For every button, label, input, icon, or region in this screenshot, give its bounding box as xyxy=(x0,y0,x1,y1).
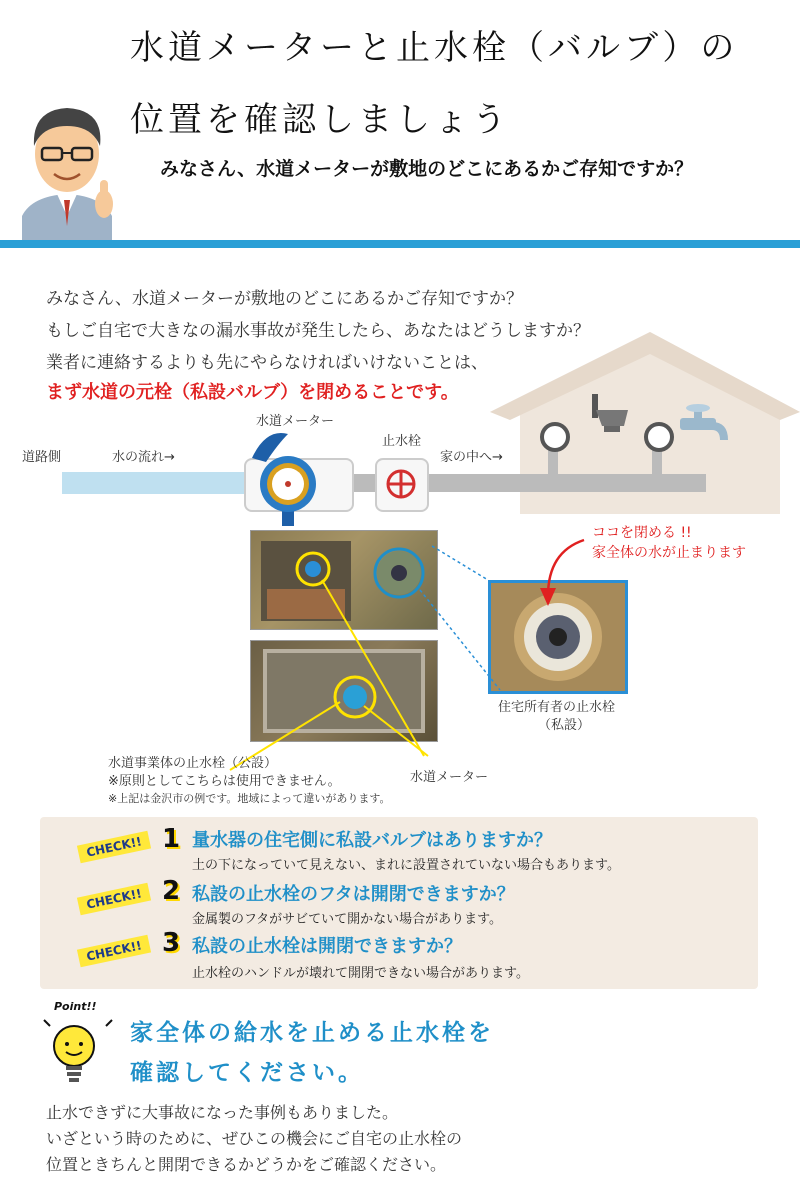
stops-all-label: 家全体の水が止まります xyxy=(592,545,746,561)
closing-line1: 止水できずに大事故になった事例もありました。 xyxy=(46,1103,399,1122)
check-number-1: 1 xyxy=(162,824,181,854)
check-answer-1: 土の下になっていて見えない、まれに設置されていない場合もあります。 xyxy=(192,858,620,873)
intro-line2: もしご自宅で大きなの漏水事故が発生したら、あなたはどうしますか？ xyxy=(46,321,590,341)
utility-stopcock-label: 水道事業体の止水栓（公設） xyxy=(108,756,278,771)
owner-stopcock-label: 住宅所有者の止水栓 xyxy=(498,700,616,715)
check-answer-3: 止水栓のハンドルが壊れて開閉できない場合があります。 xyxy=(192,966,529,981)
page-title-line2: 位置を確認しましょう xyxy=(130,100,510,140)
check-badge-1: CHECK!! xyxy=(77,831,151,864)
check-answer-2: 金属製のフタがサビていて開かない場合があります。 xyxy=(192,912,503,927)
check-badge-2: CHECK!! xyxy=(77,883,151,916)
check-question-3: 私設の止水栓は開閉できますか？ xyxy=(192,936,462,957)
check-number-2: 2 xyxy=(162,876,181,906)
page-subtitle: みなさん、水道メーターが敷地のどこにあるかご存知ですか？ xyxy=(160,158,694,180)
closing-line2: いざという時のために、ぜひこの機会にご自宅の止水栓の xyxy=(46,1129,463,1148)
point-line2: 確認してください。 xyxy=(130,1060,364,1086)
into-house-label: 家の中へ→ xyxy=(440,450,503,465)
check-number-3: 3 xyxy=(162,928,181,958)
road-side-label: 道路側 xyxy=(22,450,62,465)
close-here-label: ココを閉める !! xyxy=(592,525,692,541)
water-flow-label: 水の流れ→ xyxy=(112,450,175,465)
page-title: 水道メーターと止水栓（バルブ）の xyxy=(130,28,739,68)
utility-stopcock-note: ※原則としてこちらは使用できません。 xyxy=(108,774,341,789)
stopcock-label: 止水栓 xyxy=(382,434,422,449)
closing-line3: 位置ときちんと開閉できるかどうかをご確認ください。 xyxy=(46,1155,447,1174)
meter-label: 水道メーター xyxy=(256,414,335,429)
intro-line3: 業者に連絡するよりも先にやらなければいけないことは、 xyxy=(46,353,488,373)
check-question-1: 量水器の住宅側に私設バルブはありますか？ xyxy=(192,830,552,851)
point-badge: Point!! xyxy=(54,1000,97,1013)
owner-stopcock-sub: （私設） xyxy=(538,718,591,733)
intro-emphasis: まず水道の元栓（私設バルブ）を閉めることです。 xyxy=(46,382,459,403)
point-line1: 家全体の給水を止める止水栓を xyxy=(130,1020,494,1046)
check-badge-3: CHECK!! xyxy=(77,935,151,968)
region-note: ※上記は金沢市の例です。地域によって違いがあります。 xyxy=(108,792,391,805)
meter-photo-label: 水道メーター xyxy=(410,770,489,785)
intro-line1: みなさん、水道メーターが敷地のどこにあるかご存知ですか？ xyxy=(46,289,524,309)
check-question-2: 私設の止水栓のフタは開閉できますか？ xyxy=(192,884,515,905)
